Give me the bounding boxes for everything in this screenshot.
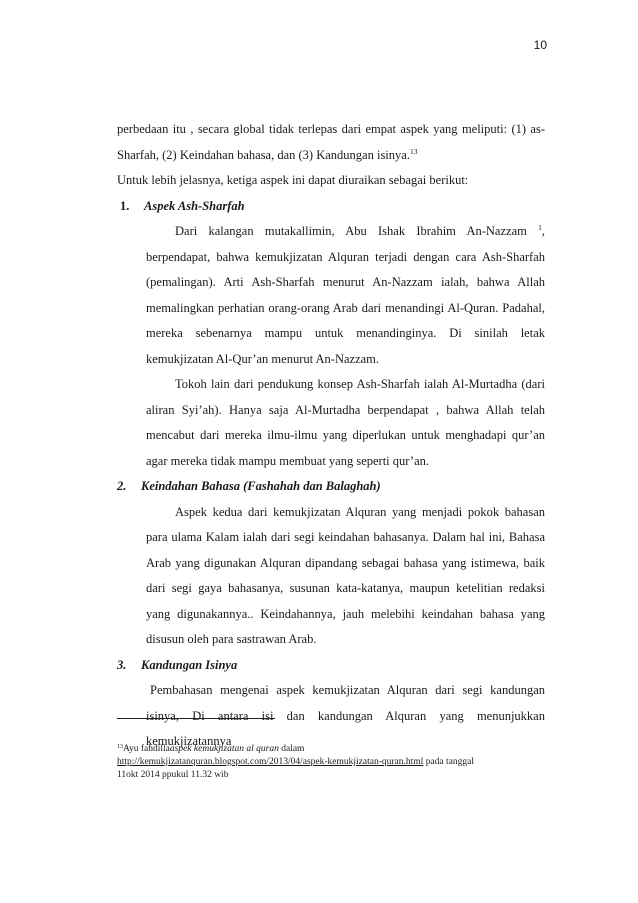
footnote-author: Ayu fahdilla — [123, 744, 170, 754]
paragraph-text: Dari kalangan mutakallimin, Abu Ishak Ibrahim An-Nazzam — [175, 224, 527, 238]
page-number: 10 — [533, 38, 547, 52]
section-heading-3 — [117, 653, 545, 679]
intro-text: perbedaan itu , secara global tidak terlepas dari empat aspek yang meliputi: (1) as-Sharfah, (2) Keindahan bahasa, dan (3) Kandungan isinya. — [117, 122, 545, 162]
intro-paragraph-2: Untuk lebih jelasnya, ketiga aspek ini dapat diuraikan sebagai berikut: — [117, 173, 469, 187]
paragraph-text-tail: , berpendapat, bahwa kemukjizatan Alquran terjadi dengan cara Ash-Sharfah (pemalingan). Arti Ash-Sharfah menurut An-Nazzam ialah, bahwa Allah memalingkan perhatian orang-orang Arab dari menandingi Al-Quran. Padahal, mereka sebenarnya mampu untuk menandinginya. Di sinilah letak kemukjizatan Al-Qur’an menurut An-Nazzam. — [146, 224, 545, 366]
section-number: 1. — [120, 198, 130, 213]
paragraph-text: Pembahasan mengenai aspek kemukjizatan Alquran dari segi kandungan isinya, Di antara isi dan kandungan Alquran yang menunjukkan kemukjizatannya — [146, 683, 545, 748]
footnote-link[interactable]: http://kemukjizatanquran.blogspot.com/2013/04/aspek-kemukjizatan-quran.html — [117, 757, 424, 767]
section-title: Keindahan Bahasa (Fashahah dan Balaghah) — [141, 479, 381, 493]
section-heading-1 — [117, 194, 545, 220]
footnote — [117, 741, 557, 782]
section-title: Aspek Ash-Sharfah — [144, 198, 245, 213]
section-number: 3. — [117, 657, 127, 672]
intro-paragraph — [117, 117, 545, 168]
footnote-divider — [117, 718, 275, 719]
footnote-text-2: pada tanggal — [423, 757, 474, 767]
footnote-text: dalam — [278, 744, 305, 754]
footnote-number: 13 — [117, 744, 123, 750]
footnote-title: aspek kemukjizatan al quran — [169, 744, 279, 754]
section-paragraph: Aspek kedua dari kemukjizatan Alquran yang menjadi pokok bahasan para ulama Kalam ialah dari segi keindahan bahasanya. Dalam hal ini, Bahasa Arab yang digunakan Alquran dipandang sebagai bahasa yang istimewa, baik dari segi gaya bahasanya, susunan kata-katanya, maupun ketelitian redaksi yang digunakannya.. Keindahannya, jauh melebihi keindahan bahasa yang disusun oleh para sastrawan Arab. — [146, 504, 545, 646]
section-paragraph: Tokoh lain dari pendukung konsep Ash-Sharfah ialah Al-Murtadha (dari aliran Syi’ah). Hanya saja Al-Murtadha berpendapat , bahwa Allah telah mencabut dari mereka ilmu-ilmu yang diperlukan untuk menghadapi qur’an agar mereka tidak mampu membuat yang seperti qur’an. — [146, 377, 545, 468]
section-number: 2. — [117, 479, 127, 493]
section-title: Kandungan Isinya — [141, 657, 238, 672]
footnote-date: 11okt 2014 ppukul 11.32 wib — [117, 770, 229, 780]
section-paragraph — [117, 219, 545, 372]
body-text — [117, 117, 545, 755]
footnote-ref[interactable]: 1 — [538, 223, 542, 232]
section-heading-2 — [117, 474, 545, 500]
footnote-ref[interactable]: 13 — [409, 146, 418, 156]
